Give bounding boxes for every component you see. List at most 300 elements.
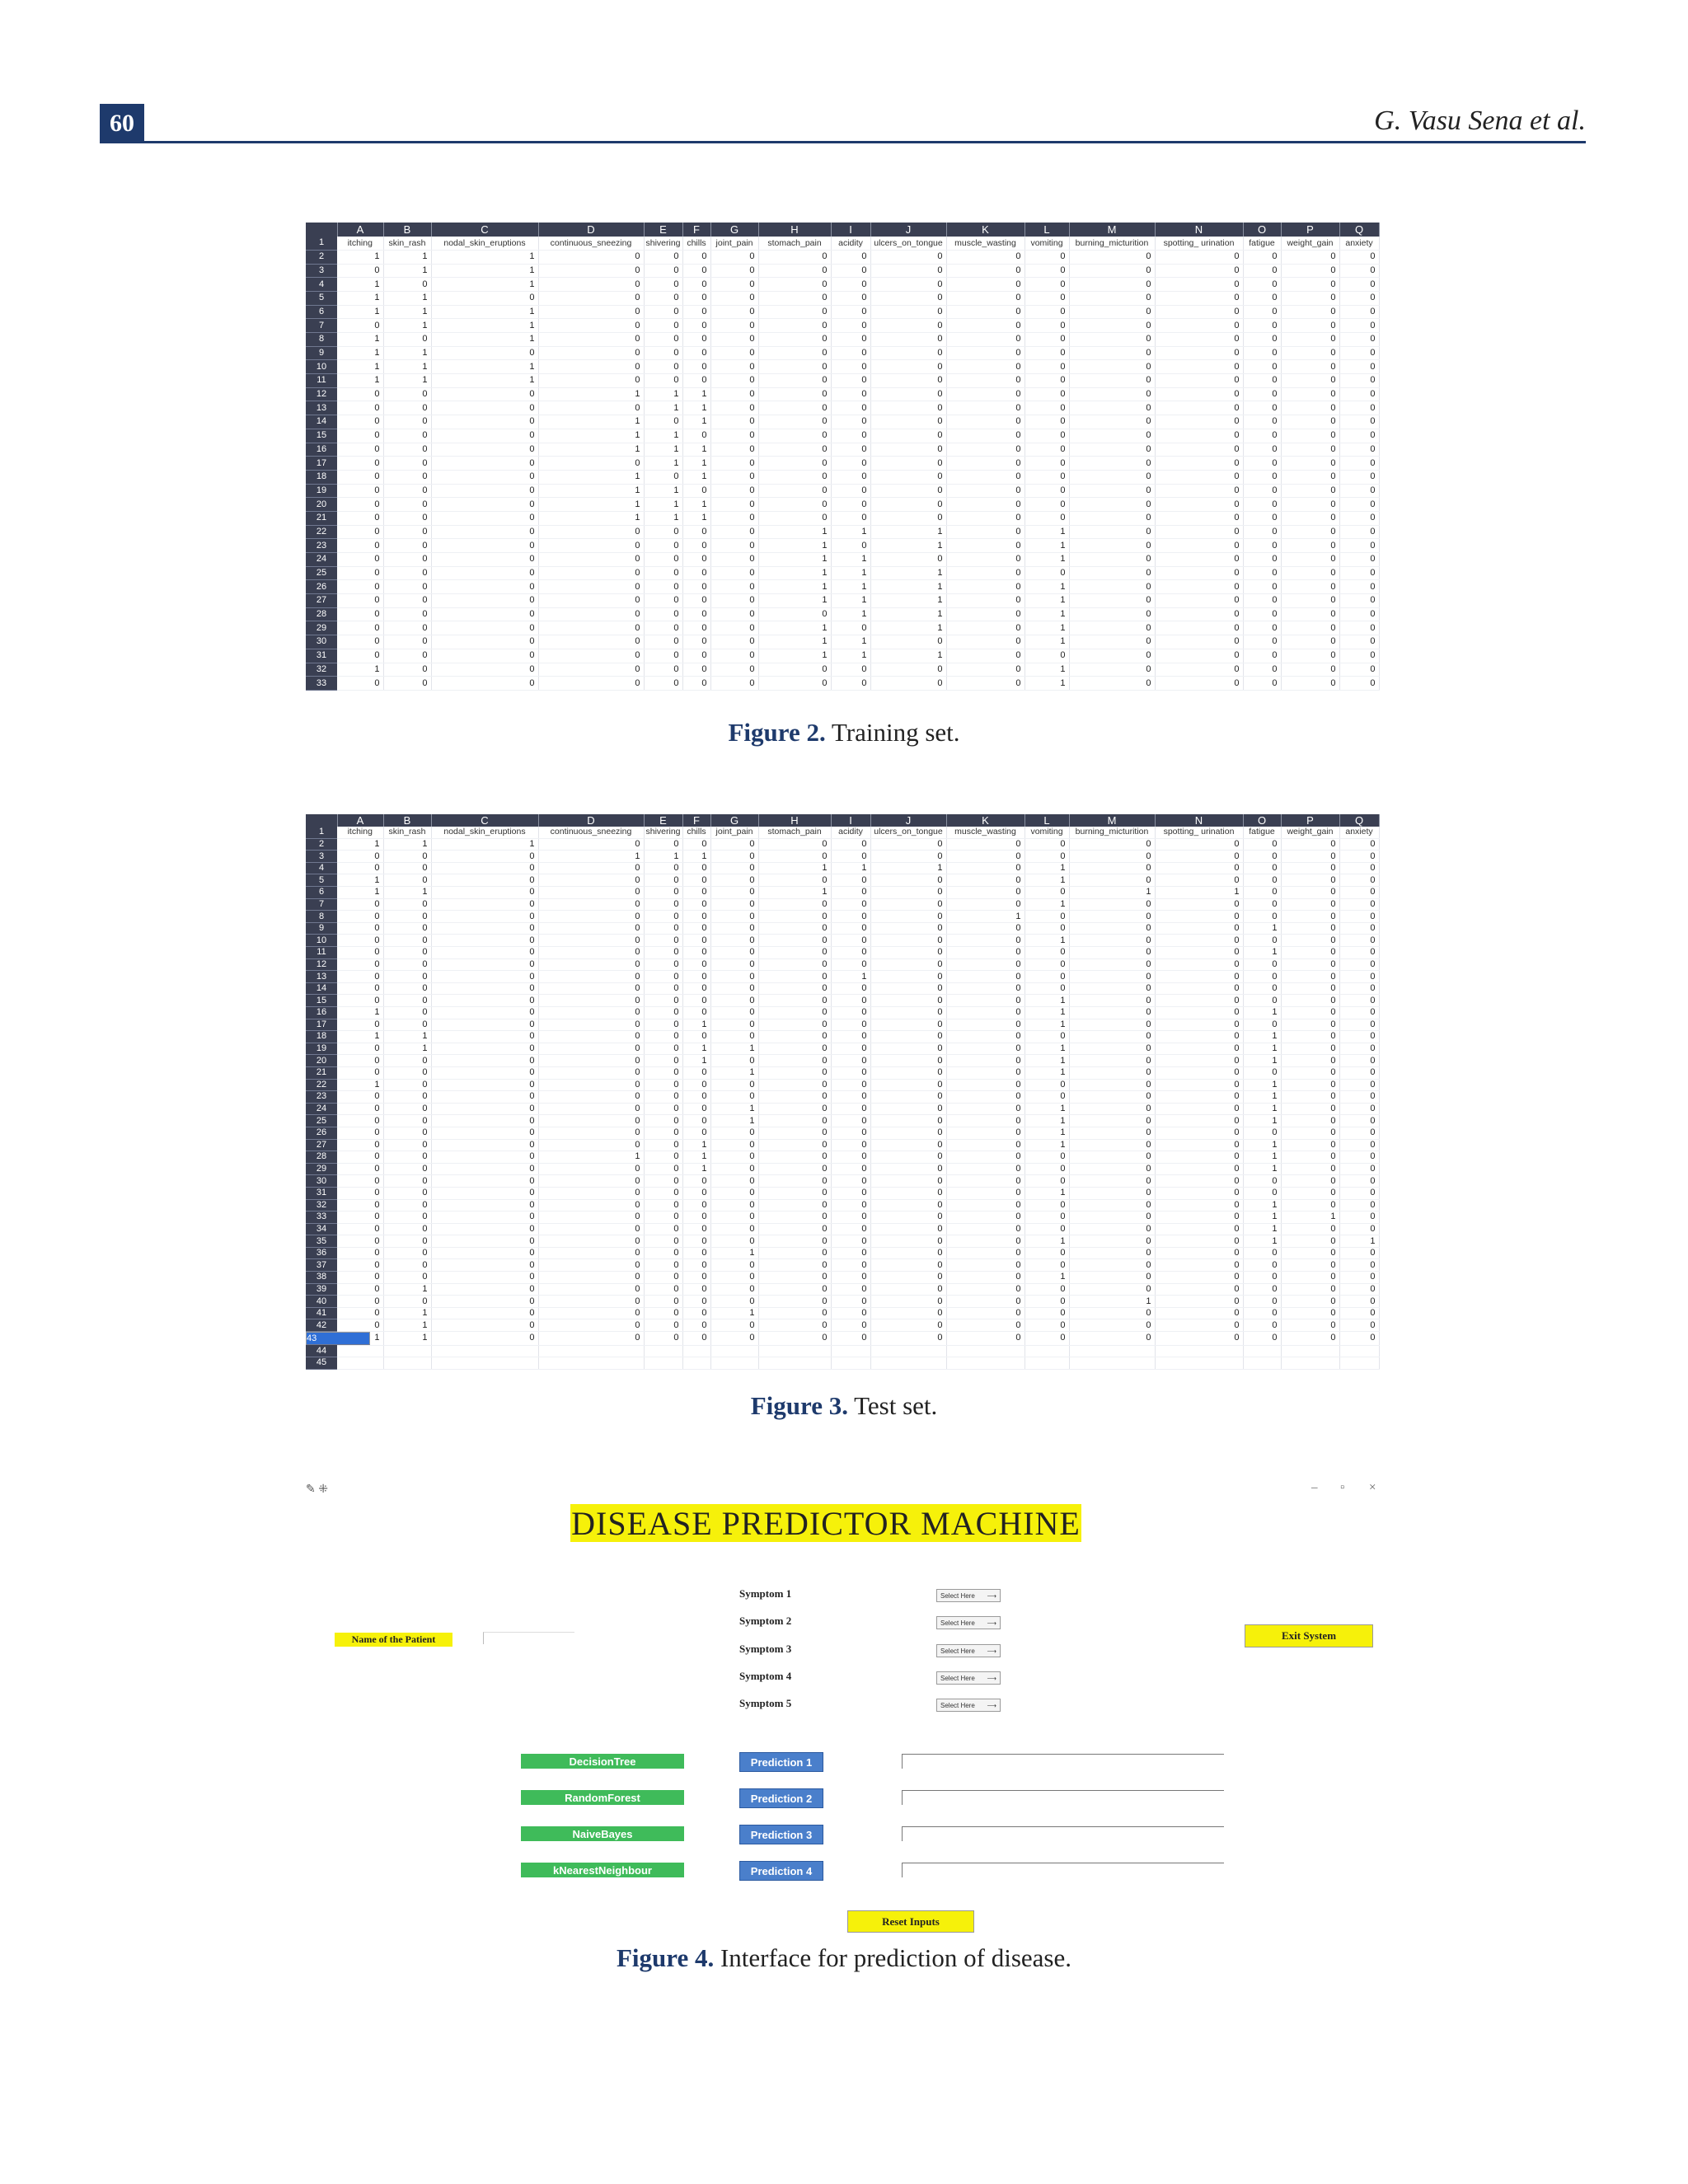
data-cell[interactable]: 0 xyxy=(644,1307,682,1319)
data-cell[interactable]: 0 xyxy=(538,401,644,415)
data-cell[interactable]: 0 xyxy=(1243,594,1281,608)
data-cell[interactable]: 0 xyxy=(1025,374,1069,388)
data-cell[interactable]: 0 xyxy=(831,484,870,498)
row-number[interactable]: 17 xyxy=(306,1019,337,1031)
data-cell[interactable]: 0 xyxy=(1069,553,1155,567)
data-cell[interactable]: 0 xyxy=(710,333,758,347)
data-cell[interactable]: 1 xyxy=(538,387,644,401)
data-cell[interactable]: 0 xyxy=(1069,305,1155,319)
data-cell[interactable]: 0 xyxy=(383,1175,431,1188)
data-cell[interactable]: 0 xyxy=(870,874,946,887)
data-cell[interactable]: 0 xyxy=(710,649,758,663)
naive-bayes-button[interactable]: NaiveBayes xyxy=(521,1826,684,1841)
data-cell[interactable]: 0 xyxy=(946,457,1025,471)
data-cell[interactable]: 0 xyxy=(870,1296,946,1308)
data-cell[interactable]: 0 xyxy=(870,250,946,264)
data-cell[interactable]: 1 xyxy=(831,594,870,608)
header-cell[interactable]: skin_rash xyxy=(383,237,431,251)
data-cell[interactable]: 0 xyxy=(946,374,1025,388)
data-cell[interactable]: 1 xyxy=(1025,1043,1069,1055)
data-cell[interactable]: 0 xyxy=(831,401,870,415)
data-cell[interactable]: 0 xyxy=(946,982,1025,995)
data-cell[interactable]: 0 xyxy=(1339,333,1379,347)
data-cell[interactable]: 0 xyxy=(1339,511,1379,525)
data-cell[interactable]: 0 xyxy=(1155,1296,1243,1308)
data-cell[interactable]: 0 xyxy=(431,1247,538,1259)
data-cell[interactable]: 0 xyxy=(431,1259,538,1272)
row-number[interactable]: 24 xyxy=(306,553,337,567)
data-cell[interactable]: 0 xyxy=(1155,566,1243,580)
data-cell[interactable]: 1 xyxy=(538,484,644,498)
data-cell[interactable]: 0 xyxy=(682,922,710,935)
data-cell[interactable]: 0 xyxy=(1339,1066,1379,1079)
data-cell[interactable]: 0 xyxy=(710,1079,758,1091)
data-cell[interactable]: 0 xyxy=(1069,947,1155,959)
data-cell[interactable]: 0 xyxy=(1243,982,1281,995)
data-cell[interactable]: 0 xyxy=(383,1007,431,1019)
data-cell[interactable]: 0 xyxy=(831,887,870,899)
data-cell[interactable]: 0 xyxy=(538,1187,644,1199)
data-cell[interactable]: 0 xyxy=(1339,250,1379,264)
data-cell[interactable]: 0 xyxy=(1281,333,1339,347)
data-cell[interactable]: 0 xyxy=(538,995,644,1007)
header-cell[interactable]: acidity xyxy=(831,237,870,251)
data-cell[interactable]: 0 xyxy=(1281,947,1339,959)
data-cell[interactable]: 0 xyxy=(710,851,758,863)
row-number[interactable]: 22 xyxy=(306,525,337,539)
data-cell[interactable]: 0 xyxy=(1339,498,1379,512)
data-cell[interactable]: 0 xyxy=(1025,387,1069,401)
data-cell[interactable]: 0 xyxy=(946,360,1025,374)
data-cell[interactable]: 0 xyxy=(644,1031,682,1043)
data-cell[interactable]: 0 xyxy=(1281,305,1339,319)
data-cell[interactable]: 1 xyxy=(383,305,431,319)
data-cell[interactable]: 0 xyxy=(870,553,946,567)
data-cell[interactable]: 0 xyxy=(1025,1212,1069,1224)
data-cell[interactable]: 0 xyxy=(1155,580,1243,594)
data-cell[interactable]: 0 xyxy=(337,539,383,553)
data-cell[interactable]: 1 xyxy=(1025,1187,1069,1199)
row-number[interactable]: 28 xyxy=(306,607,337,621)
data-cell[interactable]: 0 xyxy=(1155,898,1243,911)
data-cell[interactable]: 0 xyxy=(946,1151,1025,1164)
data-cell[interactable]: 0 xyxy=(1155,305,1243,319)
data-cell[interactable]: 0 xyxy=(1281,1247,1339,1259)
data-cell[interactable]: 0 xyxy=(1281,264,1339,278)
data-cell[interactable]: 0 xyxy=(1155,1187,1243,1199)
row-number[interactable]: 13 xyxy=(306,401,337,415)
data-cell[interactable]: 0 xyxy=(337,1115,383,1127)
data-cell[interactable]: 0 xyxy=(1281,922,1339,935)
data-cell[interactable]: 0 xyxy=(831,511,870,525)
data-cell[interactable]: 1 xyxy=(1243,947,1281,959)
data-cell[interactable]: 0 xyxy=(710,935,758,947)
data-cell[interactable]: 0 xyxy=(870,1175,946,1188)
data-cell[interactable]: 0 xyxy=(710,278,758,292)
data-cell[interactable]: 0 xyxy=(337,1175,383,1188)
data-cell[interactable]: 0 xyxy=(1281,663,1339,677)
data-cell[interactable]: 0 xyxy=(538,319,644,333)
data-cell[interactable]: 0 xyxy=(682,305,710,319)
data-cell[interactable]: 0 xyxy=(831,1296,870,1308)
data-cell[interactable]: 0 xyxy=(1069,484,1155,498)
data-cell[interactable]: 1 xyxy=(682,1139,710,1151)
header-cell[interactable]: chills xyxy=(682,237,710,251)
data-cell[interactable]: 0 xyxy=(1339,1187,1379,1199)
data-cell[interactable]: 0 xyxy=(538,1055,644,1067)
data-cell[interactable]: 1 xyxy=(383,838,431,851)
data-cell[interactable]: 0 xyxy=(383,851,431,863)
data-cell[interactable]: 0 xyxy=(1243,525,1281,539)
data-cell[interactable]: 0 xyxy=(831,621,870,635)
data-cell[interactable]: 0 xyxy=(1339,935,1379,947)
data-cell[interactable]: 0 xyxy=(1155,278,1243,292)
data-cell[interactable]: 1 xyxy=(1025,898,1069,911)
data-cell[interactable]: 0 xyxy=(538,1043,644,1055)
data-cell[interactable]: 0 xyxy=(383,1235,431,1248)
data-cell[interactable]: 0 xyxy=(1243,264,1281,278)
data-cell[interactable]: 0 xyxy=(831,922,870,935)
data-cell[interactable]: 0 xyxy=(1281,1259,1339,1272)
row-number[interactable]: 38 xyxy=(306,1272,337,1284)
data-cell[interactable]: 0 xyxy=(870,319,946,333)
data-cell[interactable]: 0 xyxy=(337,935,383,947)
data-cell[interactable]: 1 xyxy=(831,566,870,580)
data-cell[interactable]: 0 xyxy=(431,1199,538,1212)
data-cell[interactable] xyxy=(710,1345,758,1357)
data-cell[interactable]: 0 xyxy=(1243,250,1281,264)
minimize-button[interactable]: – xyxy=(1311,1481,1318,1494)
data-cell[interactable]: 0 xyxy=(1243,1259,1281,1272)
data-cell[interactable]: 0 xyxy=(1281,1139,1339,1151)
data-cell[interactable]: 1 xyxy=(431,319,538,333)
data-cell[interactable]: 1 xyxy=(1243,1139,1281,1151)
header-cell[interactable]: stomach_pain xyxy=(758,237,831,251)
data-cell[interactable]: 0 xyxy=(1243,995,1281,1007)
data-cell[interactable]: 0 xyxy=(1243,874,1281,887)
data-cell[interactable]: 0 xyxy=(870,498,946,512)
data-cell[interactable]: 0 xyxy=(1281,374,1339,388)
data-cell[interactable]: 0 xyxy=(1069,982,1155,995)
data-cell[interactable]: 0 xyxy=(337,1055,383,1067)
row-number[interactable]: 26 xyxy=(306,580,337,594)
data-cell[interactable]: 0 xyxy=(1243,387,1281,401)
data-cell[interactable]: 0 xyxy=(644,1019,682,1031)
data-cell[interactable]: 0 xyxy=(644,1235,682,1248)
data-cell[interactable]: 1 xyxy=(1243,1115,1281,1127)
row-number[interactable]: 2 xyxy=(306,838,337,851)
data-cell[interactable]: 0 xyxy=(1281,1272,1339,1284)
data-cell[interactable]: 0 xyxy=(758,971,831,983)
data-cell[interactable]: 0 xyxy=(383,415,431,429)
data-cell[interactable]: 0 xyxy=(1243,898,1281,911)
data-cell[interactable]: 0 xyxy=(431,1187,538,1199)
data-cell[interactable]: 0 xyxy=(1155,838,1243,851)
data-cell[interactable]: 0 xyxy=(1243,498,1281,512)
data-cell[interactable]: 0 xyxy=(431,1151,538,1164)
data-cell[interactable]: 0 xyxy=(383,1247,431,1259)
data-cell[interactable]: 0 xyxy=(1155,1319,1243,1332)
data-cell[interactable]: 0 xyxy=(1069,862,1155,874)
data-cell[interactable]: 1 xyxy=(831,971,870,983)
data-cell[interactable]: 0 xyxy=(682,1066,710,1079)
data-cell[interactable]: 0 xyxy=(758,1066,831,1079)
data-cell[interactable]: 0 xyxy=(538,874,644,887)
data-cell[interactable]: 0 xyxy=(946,1079,1025,1091)
data-cell[interactable]: 0 xyxy=(431,1272,538,1284)
data-cell[interactable]: 0 xyxy=(682,264,710,278)
column-letter[interactable]: A xyxy=(337,223,383,237)
data-cell[interactable]: 0 xyxy=(682,1175,710,1188)
data-cell[interactable]: 0 xyxy=(383,401,431,415)
data-cell[interactable]: 0 xyxy=(431,470,538,484)
data-cell[interactable]: 0 xyxy=(337,511,383,525)
data-cell[interactable]: 0 xyxy=(538,607,644,621)
data-cell[interactable]: 0 xyxy=(1155,1283,1243,1296)
data-cell[interactable]: 0 xyxy=(831,457,870,471)
data-cell[interactable]: 0 xyxy=(870,1212,946,1224)
data-cell[interactable]: 1 xyxy=(682,1055,710,1067)
data-cell[interactable]: 0 xyxy=(1155,1115,1243,1127)
data-cell[interactable]: 0 xyxy=(538,539,644,553)
data-cell[interactable]: 0 xyxy=(758,1319,831,1332)
data-cell[interactable]: 1 xyxy=(1025,1127,1069,1139)
data-cell[interactable]: 1 xyxy=(1025,580,1069,594)
data-cell[interactable]: 1 xyxy=(337,305,383,319)
data-cell[interactable]: 0 xyxy=(337,553,383,567)
data-cell[interactable]: 0 xyxy=(383,1212,431,1224)
data-cell[interactable]: 0 xyxy=(1339,594,1379,608)
data-cell[interactable]: 0 xyxy=(946,443,1025,457)
data-cell[interactable]: 0 xyxy=(1155,360,1243,374)
data-cell[interactable]: 0 xyxy=(870,1223,946,1235)
data-cell[interactable]: 0 xyxy=(383,649,431,663)
data-cell[interactable]: 0 xyxy=(337,947,383,959)
data-cell[interactable]: 0 xyxy=(710,1007,758,1019)
data-cell[interactable]: 0 xyxy=(1069,1319,1155,1332)
data-cell[interactable]: 0 xyxy=(383,566,431,580)
data-cell[interactable]: 1 xyxy=(831,607,870,621)
data-cell[interactable]: 0 xyxy=(1069,635,1155,649)
data-cell[interactable]: 0 xyxy=(710,539,758,553)
data-cell[interactable]: 0 xyxy=(644,635,682,649)
data-cell[interactable]: 0 xyxy=(431,621,538,635)
data-cell[interactable] xyxy=(1281,1357,1339,1370)
data-cell[interactable]: 0 xyxy=(1281,387,1339,401)
data-cell[interactable]: 0 xyxy=(383,947,431,959)
data-cell[interactable]: 0 xyxy=(710,1199,758,1212)
data-cell[interactable]: 0 xyxy=(1155,1103,1243,1115)
data-cell[interactable]: 0 xyxy=(870,429,946,443)
data-cell[interactable]: 0 xyxy=(831,429,870,443)
data-cell[interactable]: 1 xyxy=(831,553,870,567)
header-cell[interactable]: shivering xyxy=(644,827,682,839)
data-cell[interactable]: 0 xyxy=(644,1272,682,1284)
data-cell[interactable]: 0 xyxy=(831,1199,870,1212)
data-cell[interactable]: 0 xyxy=(870,995,946,1007)
data-cell[interactable]: 0 xyxy=(644,1223,682,1235)
data-cell[interactable]: 1 xyxy=(831,862,870,874)
data-cell[interactable]: 1 xyxy=(1339,1235,1379,1248)
data-cell[interactable]: 0 xyxy=(710,1223,758,1235)
data-cell[interactable]: 0 xyxy=(1281,401,1339,415)
data-cell[interactable]: 0 xyxy=(1243,621,1281,635)
data-cell[interactable]: 0 xyxy=(1155,935,1243,947)
data-cell[interactable]: 0 xyxy=(383,580,431,594)
data-cell[interactable]: 0 xyxy=(710,947,758,959)
data-cell[interactable]: 0 xyxy=(431,580,538,594)
data-cell[interactable]: 0 xyxy=(1069,1283,1155,1296)
data-cell[interactable]: 0 xyxy=(682,1031,710,1043)
data-cell[interactable]: 0 xyxy=(1281,319,1339,333)
data-cell[interactable]: 0 xyxy=(870,443,946,457)
data-cell[interactable]: 0 xyxy=(870,982,946,995)
data-cell[interactable]: 1 xyxy=(682,1043,710,1055)
row-number[interactable]: 18 xyxy=(306,470,337,484)
data-cell[interactable]: 0 xyxy=(644,580,682,594)
data-cell[interactable]: 0 xyxy=(1243,838,1281,851)
data-cell[interactable]: 0 xyxy=(538,677,644,691)
data-cell[interactable]: 0 xyxy=(1339,1272,1379,1284)
data-cell[interactable]: 0 xyxy=(682,594,710,608)
row-number[interactable]: 9 xyxy=(306,346,337,360)
data-cell[interactable]: 0 xyxy=(870,1055,946,1067)
data-cell[interactable]: 0 xyxy=(644,911,682,923)
data-cell[interactable]: 0 xyxy=(682,1296,710,1308)
data-cell[interactable]: 0 xyxy=(710,374,758,388)
data-cell[interactable] xyxy=(644,1345,682,1357)
data-cell[interactable]: 0 xyxy=(710,982,758,995)
data-cell[interactable]: 0 xyxy=(538,566,644,580)
data-cell[interactable]: 0 xyxy=(431,1043,538,1055)
data-cell[interactable]: 0 xyxy=(1243,677,1281,691)
data-cell[interactable]: 1 xyxy=(1243,1235,1281,1248)
data-cell[interactable]: 0 xyxy=(1339,553,1379,567)
symptom-1-select[interactable] xyxy=(936,1589,1001,1602)
data-cell[interactable]: 0 xyxy=(1243,566,1281,580)
data-cell[interactable]: 0 xyxy=(1155,947,1243,959)
data-cell[interactable]: 0 xyxy=(682,935,710,947)
data-cell[interactable]: 0 xyxy=(758,1247,831,1259)
data-cell[interactable]: 0 xyxy=(538,935,644,947)
data-cell[interactable]: 0 xyxy=(1243,1127,1281,1139)
data-cell[interactable]: 1 xyxy=(682,401,710,415)
data-cell[interactable]: 1 xyxy=(1281,1212,1339,1224)
data-cell[interactable]: 1 xyxy=(1243,1091,1281,1104)
data-cell[interactable]: 0 xyxy=(758,387,831,401)
data-cell[interactable]: 0 xyxy=(946,1007,1025,1019)
data-cell[interactable]: 0 xyxy=(1281,457,1339,471)
data-cell[interactable]: 0 xyxy=(337,982,383,995)
column-letter[interactable]: A xyxy=(337,814,383,827)
data-cell[interactable]: 0 xyxy=(1069,1163,1155,1175)
data-cell[interactable]: 0 xyxy=(682,566,710,580)
data-cell[interactable]: 1 xyxy=(337,250,383,264)
row-number[interactable]: 29 xyxy=(306,1163,337,1175)
data-cell[interactable]: 0 xyxy=(710,1332,758,1346)
data-cell[interactable]: 0 xyxy=(758,1175,831,1188)
data-cell[interactable]: 0 xyxy=(1243,291,1281,305)
data-cell[interactable]: 0 xyxy=(337,1212,383,1224)
data-cell[interactable]: 0 xyxy=(1339,1223,1379,1235)
data-cell[interactable]: 0 xyxy=(431,1031,538,1043)
data-cell[interactable]: 0 xyxy=(710,1319,758,1332)
data-cell[interactable]: 0 xyxy=(1069,621,1155,635)
data-cell[interactable]: 0 xyxy=(1155,401,1243,415)
data-cell[interactable]: 0 xyxy=(870,663,946,677)
row-number[interactable]: 27 xyxy=(306,594,337,608)
data-cell[interactable]: 0 xyxy=(870,415,946,429)
data-cell[interactable]: 0 xyxy=(831,1091,870,1104)
data-cell[interactable]: 0 xyxy=(870,971,946,983)
header-cell[interactable]: continuous_sneezing xyxy=(538,237,644,251)
data-cell[interactable]: 0 xyxy=(831,443,870,457)
data-cell[interactable]: 0 xyxy=(1069,1055,1155,1067)
data-cell[interactable]: 0 xyxy=(1155,415,1243,429)
data-cell[interactable]: 0 xyxy=(1339,635,1379,649)
data-cell[interactable]: 0 xyxy=(946,874,1025,887)
data-cell[interactable]: 0 xyxy=(682,982,710,995)
data-cell[interactable]: 0 xyxy=(538,346,644,360)
data-cell[interactable]: 0 xyxy=(758,360,831,374)
data-cell[interactable]: 0 xyxy=(431,982,538,995)
data-cell[interactable]: 1 xyxy=(1025,1019,1069,1031)
data-cell[interactable]: 0 xyxy=(758,443,831,457)
data-cell[interactable]: 0 xyxy=(538,1091,644,1104)
data-cell[interactable]: 1 xyxy=(431,333,538,347)
data-cell[interactable]: 0 xyxy=(1281,607,1339,621)
row-number[interactable]: 4 xyxy=(306,278,337,292)
data-cell[interactable]: 0 xyxy=(1025,470,1069,484)
data-cell[interactable]: 0 xyxy=(831,1187,870,1199)
data-cell[interactable]: 0 xyxy=(1069,607,1155,621)
data-cell[interactable]: 0 xyxy=(946,525,1025,539)
data-cell[interactable]: 0 xyxy=(1025,291,1069,305)
data-cell[interactable]: 0 xyxy=(337,1259,383,1272)
data-cell[interactable]: 1 xyxy=(337,1007,383,1019)
data-cell[interactable]: 0 xyxy=(644,958,682,971)
data-cell[interactable]: 0 xyxy=(946,1139,1025,1151)
data-cell[interactable]: 0 xyxy=(538,1319,644,1332)
data-cell[interactable]: 0 xyxy=(1155,387,1243,401)
data-cell[interactable]: 0 xyxy=(538,594,644,608)
data-cell[interactable]: 0 xyxy=(538,1175,644,1188)
data-cell[interactable]: 0 xyxy=(1155,594,1243,608)
data-cell[interactable]: 0 xyxy=(682,1259,710,1272)
row-number[interactable]: 37 xyxy=(306,1259,337,1272)
data-cell[interactable]: 0 xyxy=(1155,663,1243,677)
data-cell[interactable]: 0 xyxy=(1069,1332,1155,1346)
sheet-corner[interactable] xyxy=(306,814,337,827)
data-cell[interactable]: 0 xyxy=(946,677,1025,691)
data-cell[interactable]: 0 xyxy=(1281,1103,1339,1115)
data-cell[interactable]: 0 xyxy=(758,401,831,415)
data-cell[interactable]: 0 xyxy=(946,935,1025,947)
row-number[interactable]: 19 xyxy=(306,1043,337,1055)
data-cell[interactable]: 0 xyxy=(758,1272,831,1284)
data-cell[interactable]: 0 xyxy=(538,982,644,995)
column-letter[interactable]: E xyxy=(644,814,682,827)
data-cell[interactable]: 0 xyxy=(1281,635,1339,649)
data-cell[interactable]: 0 xyxy=(1155,911,1243,923)
data-cell[interactable]: 0 xyxy=(1281,484,1339,498)
data-cell[interactable]: 0 xyxy=(682,911,710,923)
data-cell[interactable]: 0 xyxy=(1243,278,1281,292)
data-cell[interactable]: 0 xyxy=(431,898,538,911)
data-cell[interactable]: 0 xyxy=(1155,1019,1243,1031)
data-cell[interactable]: 1 xyxy=(337,874,383,887)
data-cell[interactable]: 0 xyxy=(1025,982,1069,995)
